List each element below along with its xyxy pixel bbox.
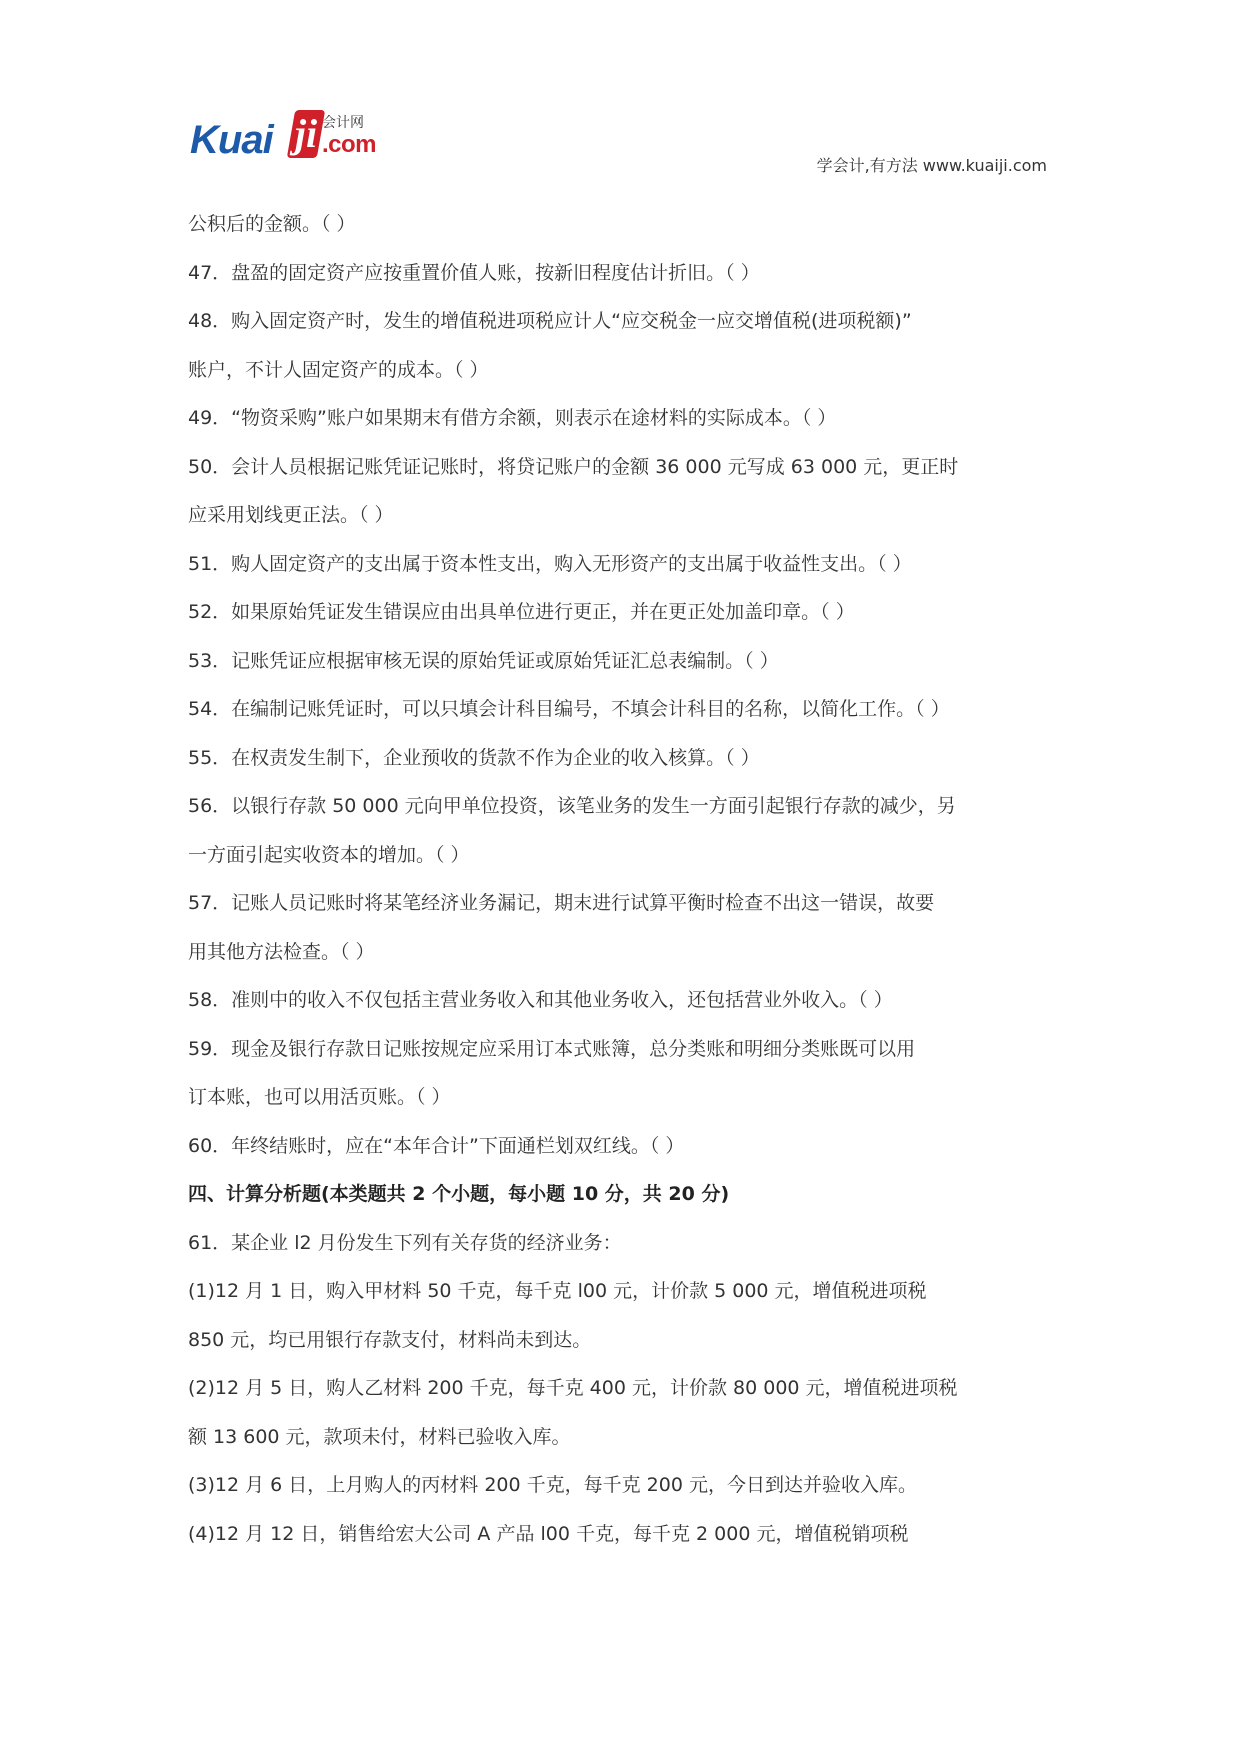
item-2: (2)12 月 5 日，购人乙材料 200 千克，每千克 400 元，计价款 80 000 元，增值税进项税 [188, 1377, 958, 1399]
text-line: 应采用划线更正法。（ ） [188, 504, 394, 526]
text-line: 订本账，也可以用活页账。（ ） [188, 1086, 451, 1108]
question-58: 58．准则中的收入不仅包括主营业务收入和其他业务收入，还包括营业外收入。（ ） [188, 989, 893, 1011]
question-56: 56．以银行存款 50 000 元向甲单位投资，该笔业务的发生一方面引起银行存款的减少，另 [188, 795, 956, 817]
question-47: 47．盘盈的固定资产应按重置价值人账，按新旧程度估计折旧。（ ） [188, 261, 760, 284]
document-body [188, 208, 1068, 1566]
item-4: (4)12 月 12 日，销售给宏大公司 A 产品 l00 千克，每千克 2 000 元，增值税销项税 [188, 1522, 909, 1545]
question-51: 51．购人固定资产的支出属于资本性支出，购入无形资产的支出属于收益性支出。（ ） [188, 552, 912, 575]
logo-cn-text: 会计网 [322, 115, 364, 131]
text-line: 850 元，均已用银行存款支付，材料尚未到达。 [188, 1328, 592, 1351]
section-heading: 四、计算分析题(本类题共 2 个小题，每小题 10 分，共 20 分) [188, 1183, 730, 1205]
text-line: 公积后的金额。（ ） [188, 213, 356, 235]
question-54: 54．在编制记账凭证时，可以只填会计科目编号，不填会计科目的名称，以简化工作。（ ） [188, 698, 950, 720]
logo-mark-glyph: ji [294, 111, 318, 156]
kuaiji-logo[interactable] [190, 108, 400, 164]
logo-com-text: .com [322, 131, 377, 158]
item-3: (3)12 月 6 日，上月购人的丙材料 200 千克，每千克 200 元，今日到达并验收入库。 [188, 1474, 917, 1496]
item-1: (1)12 月 1 日，购入甲材料 50 千克，每千克 l00 元，计价款 5 000 元，增值税进项税 [188, 1280, 927, 1302]
text-line: 一方面引起实收资本的增加。（ ） [188, 843, 470, 866]
question-61: 61．某企业 l2 月份发生下列有关存货的经济业务： [188, 1231, 622, 1254]
question-57: 57．记账人员记账时将某笔经济业务漏记，期末进行试算平衡时检查不出这一错误，故要 [188, 892, 935, 914]
text-line: 额 13 600 元，款项未付，材料已验收入库。 [188, 1425, 571, 1448]
question-53: 53．记账凭证应根据审核无误的原始凭证或原始凭证汇总表编制。（ ） [188, 649, 779, 672]
text-line: 用其他方法检查。（ ） [188, 940, 375, 963]
question-48: 48．购入固定资产时，发生的增值税进项税应计人“应交税金一应交增值税(进项税额)” [188, 310, 912, 332]
question-49: 49．“物资采购”账户如果期末有借方余额，则表示在途材料的实际成本。（ ） [188, 407, 837, 429]
question-52: 52．如果原始凭证发生错误应由出具单位进行更正，并在更正处加盖印章。（ ） [188, 601, 855, 623]
question-55: 55．在权责发生制下，企业预收的货款不作为企业的收入核算。（ ） [188, 746, 760, 769]
text-line: 账户，不计人固定资产的成本。（ ） [188, 358, 489, 381]
logo-brand-text: Kuai [190, 118, 273, 162]
question-59: 59．现金及银行存款日记账按规定应采用订本式账簿，总分类账和明细分类账既可以用 [188, 1037, 916, 1060]
question-50: 50．会计人员根据记账凭证记账时，将贷记账户的金额 36 000 元写成 63 000 元，更正时 [188, 455, 959, 478]
header-tagline: 学会计,有方法 www.kuaiji.com [816, 156, 1047, 175]
question-60: 60．年终结账时，应在“本年合计”下面通栏划双红线。（ ） [188, 1134, 685, 1157]
